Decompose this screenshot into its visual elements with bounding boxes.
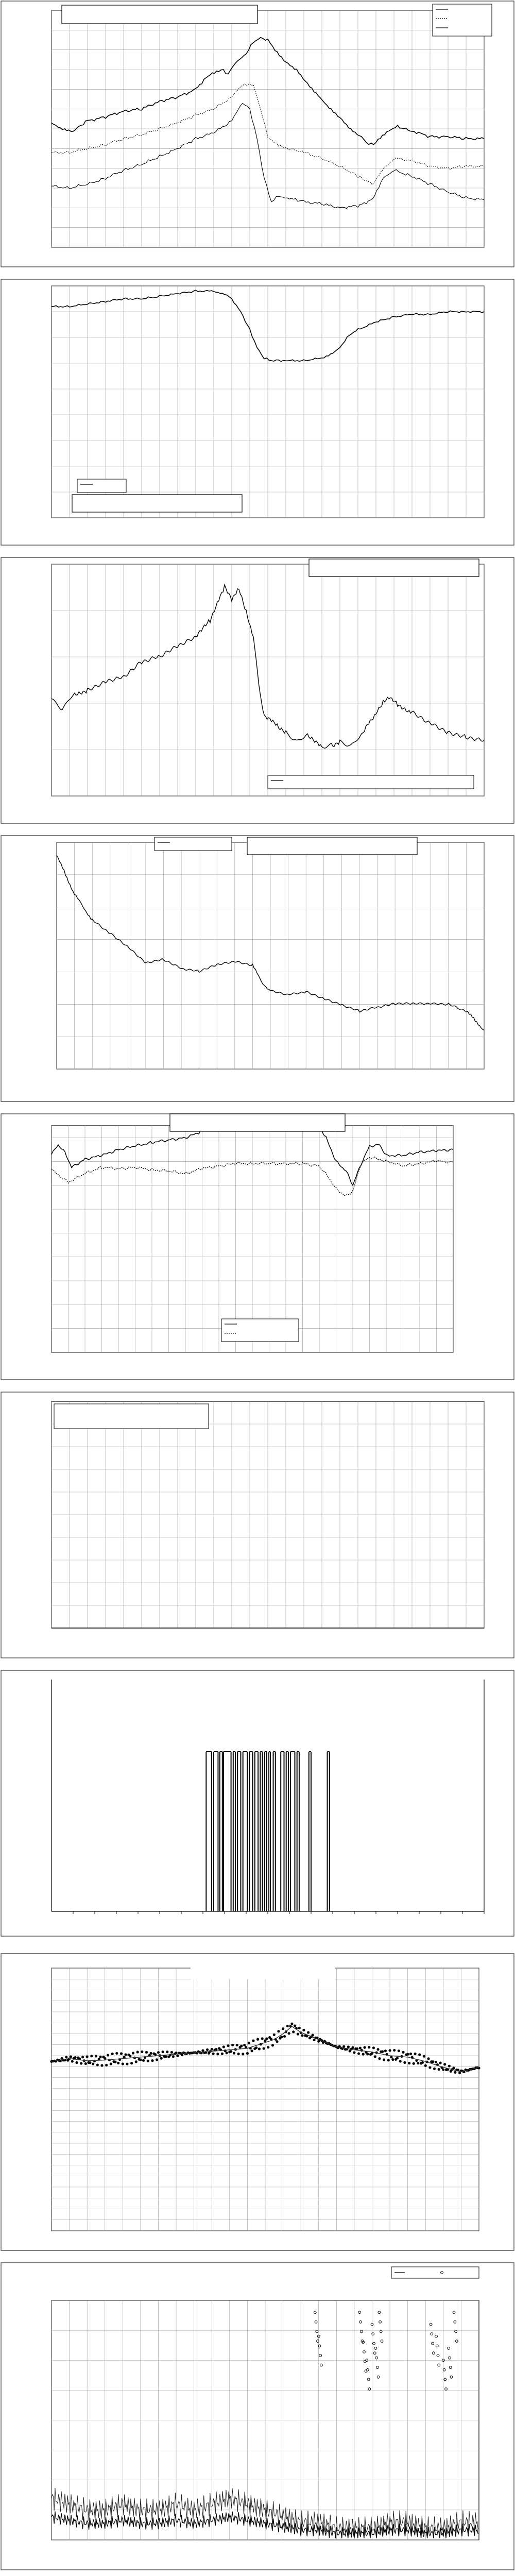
mixing-ratio-chart [0, 556, 515, 824]
direction-point [403, 2061, 406, 2064]
legend-box [154, 837, 232, 851]
direction-point [286, 2025, 289, 2027]
direction-point [406, 2053, 409, 2056]
direction-point [342, 2045, 345, 2048]
direction-point [376, 2048, 379, 2050]
direction-point [250, 2049, 253, 2052]
direction-point [222, 2045, 225, 2048]
direction-point [458, 2072, 461, 2074]
direction-point [288, 2032, 290, 2035]
direction-point [433, 2067, 436, 2070]
direction-point [393, 2049, 396, 2052]
direction-point [135, 2060, 138, 2063]
direction-point [372, 2046, 375, 2049]
direction-point [443, 2063, 446, 2065]
direction-point [418, 2053, 421, 2056]
direction-point [81, 2056, 84, 2058]
direction-point [402, 2051, 404, 2054]
direction-point [139, 2058, 142, 2061]
direction-point [280, 2036, 283, 2038]
rainfall-chart-panel [0, 1391, 515, 1659]
grass-temp-chart [0, 1113, 515, 1381]
direction-point [452, 2066, 455, 2069]
direction-point [71, 2060, 74, 2062]
direction-point [374, 2055, 376, 2058]
direction-point [240, 2045, 243, 2047]
direction-point [255, 2046, 258, 2049]
direction-point [408, 2062, 410, 2064]
rainfall-chart [0, 1391, 515, 1659]
direction-point [227, 2044, 229, 2047]
direction-point [110, 2062, 112, 2065]
direction-point [80, 2062, 82, 2064]
legend-box [433, 4, 492, 36]
direction-point [141, 2050, 143, 2053]
direction-point [378, 2057, 381, 2060]
direction-point [142, 2059, 145, 2062]
direction-point [176, 2055, 179, 2057]
direction-point [432, 2060, 434, 2063]
direction-point [290, 2023, 293, 2025]
direction-point [124, 2053, 127, 2056]
pressure-chart-panel [0, 835, 515, 1103]
direction-point [396, 2057, 399, 2059]
direction-point [169, 2054, 171, 2056]
direction-point [96, 2063, 99, 2066]
direction-point [381, 2050, 384, 2053]
direction-point [107, 2054, 109, 2056]
direction-point [391, 2058, 394, 2061]
direction-point [421, 2061, 424, 2064]
mixing-ratio-chart-panel [0, 556, 515, 824]
humidity-chart [0, 278, 515, 546]
direction-point [84, 2062, 87, 2065]
direction-point [225, 2052, 228, 2054]
direction-point [292, 2030, 295, 2033]
temperature-chart-panel [0, 0, 515, 268]
direction-point [356, 2047, 358, 2050]
direction-point [114, 2061, 116, 2063]
direction-point [301, 2034, 303, 2037]
direction-point [438, 2068, 440, 2071]
direction-point [211, 2048, 213, 2050]
direction-point [454, 2071, 456, 2074]
direction-point [398, 2049, 400, 2052]
pressure-chart [0, 835, 515, 1103]
title-box [62, 5, 258, 24]
legend-box [77, 479, 126, 493]
direction-point [252, 2039, 254, 2042]
direction-point [92, 2062, 94, 2065]
legend-box [221, 1319, 299, 1342]
direction-point [427, 2057, 430, 2060]
direction-point [366, 2053, 369, 2055]
direction-point [89, 2061, 91, 2064]
direction-point [448, 2065, 451, 2067]
direction-point [126, 2063, 128, 2065]
title-box [72, 495, 242, 512]
wind-speed-chart [0, 2262, 515, 2571]
direction-point [276, 2040, 278, 2043]
direction-point [368, 2046, 370, 2048]
direction-point [267, 2046, 269, 2048]
direction-point [231, 2044, 234, 2046]
sunshine-chart [0, 1669, 515, 1937]
wind-direction-chart-panel [0, 1953, 515, 2251]
direction-point [263, 2047, 265, 2050]
direction-point [248, 2042, 250, 2044]
direction-point [130, 2062, 133, 2064]
direction-point [70, 2055, 72, 2058]
panel-frame [1, 1670, 514, 1936]
direction-point [129, 2055, 131, 2057]
direction-point [387, 2059, 390, 2061]
direction-point [170, 2051, 173, 2054]
wind-speed-chart-panel [0, 2262, 515, 2571]
direction-point [115, 2052, 118, 2055]
direction-point [105, 2064, 108, 2066]
direction-point [100, 2064, 103, 2066]
direction-point [147, 2060, 149, 2062]
direction-point [233, 2052, 235, 2055]
direction-point [206, 2048, 209, 2051]
direction-point [297, 2033, 299, 2036]
direction-point [236, 2044, 238, 2046]
direction-point [122, 2062, 124, 2065]
direction-point [65, 2056, 67, 2058]
direction-point [442, 2069, 444, 2071]
direction-point [86, 2055, 89, 2058]
direction-point [383, 2058, 385, 2061]
direction-point [166, 2050, 168, 2053]
direction-point [164, 2055, 167, 2058]
title-bg [191, 1957, 335, 1979]
direction-point [477, 2066, 480, 2069]
legend-box [268, 775, 474, 789]
direction-point [212, 2053, 215, 2055]
direction-point [120, 2052, 123, 2055]
direction-point [215, 2048, 217, 2050]
direction-point [256, 2038, 259, 2041]
direction-point [111, 2053, 114, 2055]
direction-point [399, 2060, 402, 2062]
title-box [170, 1114, 345, 1131]
direction-point [261, 2037, 264, 2040]
direction-point [273, 2033, 276, 2036]
direction-point [154, 2053, 157, 2056]
direction-point [221, 2053, 224, 2055]
direction-point [216, 2053, 219, 2055]
direction-point [428, 2066, 431, 2069]
direction-point [242, 2053, 244, 2055]
direction-point [136, 2050, 139, 2053]
direction-point [172, 2055, 175, 2058]
wind-direction-chart [0, 1953, 515, 2251]
direction-point [145, 2051, 148, 2054]
direction-point [347, 2045, 350, 2048]
direction-point [409, 2053, 412, 2055]
direction-point [258, 2047, 261, 2050]
direction-point [423, 2055, 425, 2058]
direction-point [417, 2062, 419, 2064]
title-box [54, 1404, 209, 1429]
humidity-chart-panel [0, 278, 515, 546]
direction-point [414, 2053, 416, 2055]
direction-point [439, 2062, 441, 2064]
direction-point [95, 2055, 97, 2057]
direction-point [74, 2056, 77, 2059]
direction-point [282, 2027, 284, 2030]
direction-point [104, 2057, 106, 2060]
direction-point [99, 2056, 102, 2058]
direction-point [156, 2058, 158, 2061]
direction-point [157, 2051, 160, 2054]
direction-point [151, 2059, 153, 2062]
temperature-chart [0, 0, 515, 268]
direction-point [307, 2031, 310, 2033]
direction-point [162, 2050, 164, 2053]
direction-point [237, 2053, 240, 2055]
direction-point [246, 2052, 249, 2055]
sunshine-chart-panel [0, 1669, 515, 1937]
direction-point [363, 2046, 366, 2049]
direction-point [117, 2062, 119, 2064]
direction-point [160, 2057, 163, 2060]
direction-point [424, 2064, 427, 2067]
direction-point [132, 2052, 134, 2054]
direction-point [384, 2049, 387, 2052]
direction-point [230, 2050, 232, 2053]
direction-point [283, 2035, 286, 2038]
direction-point [149, 2052, 152, 2055]
title-box [247, 837, 417, 855]
direction-point [351, 2046, 354, 2049]
direction-point [357, 2052, 360, 2055]
grass-temp-chart-panel [0, 1113, 515, 1381]
direction-point [302, 2029, 305, 2031]
direction-point [298, 2027, 301, 2029]
direction-point [294, 2024, 296, 2027]
direction-point [277, 2030, 280, 2032]
direction-point [265, 2038, 268, 2040]
direction-point [388, 2049, 391, 2052]
direction-point [75, 2061, 78, 2064]
title-box [309, 559, 479, 577]
direction-point [353, 2051, 355, 2054]
direction-point [359, 2047, 362, 2049]
direction-point [90, 2055, 93, 2057]
direction-point [312, 2034, 314, 2037]
direction-point [413, 2062, 415, 2065]
direction-point [201, 2049, 204, 2052]
direction-point [362, 2053, 365, 2056]
direction-point [435, 2061, 437, 2063]
direction-point [271, 2044, 274, 2046]
